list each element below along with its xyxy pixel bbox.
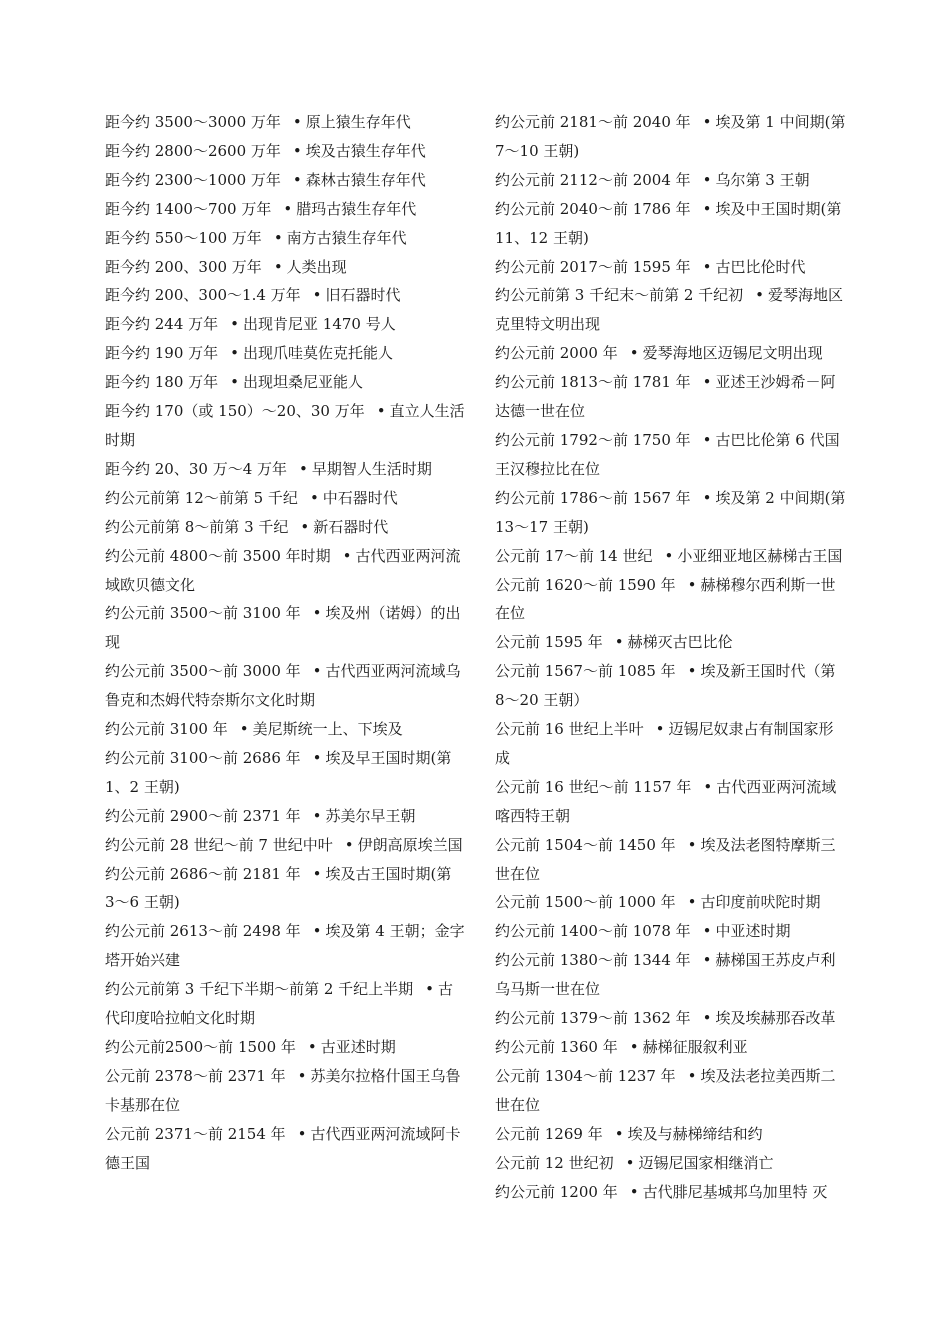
bullet-separator: • bbox=[312, 864, 322, 883]
bullet-separator: • bbox=[702, 373, 712, 392]
entry-event: 新石器时代 bbox=[313, 517, 389, 536]
bullet-separator: • bbox=[755, 286, 765, 305]
entry-event: 埃及法老图特摩斯三世在位 bbox=[495, 835, 836, 883]
bullet-separator: • bbox=[312, 748, 322, 767]
entry-date: 约公元前 1792～前 1750 年 bbox=[495, 430, 691, 449]
bullet-separator: • bbox=[614, 633, 624, 652]
entry-date: 距今约 190 万年 bbox=[105, 344, 219, 363]
bullet-separator: • bbox=[664, 546, 674, 565]
timeline-entry bbox=[495, 339, 847, 368]
entry-date: 约公元前 28 世纪～前 7 世纪中叶 bbox=[105, 835, 333, 854]
timeline-entry bbox=[105, 397, 465, 455]
timeline-entry bbox=[105, 108, 465, 137]
bullet-separator: • bbox=[297, 1066, 307, 1085]
entry-event: 埃及法老拉美西斯二世在位 bbox=[495, 1066, 836, 1114]
timeline-entry bbox=[495, 1004, 847, 1033]
entry-event: 赫梯穆尔西利斯一世在位 bbox=[495, 575, 836, 623]
timeline-column-left bbox=[105, 108, 465, 1178]
entry-event: 古印度前吠陀时期 bbox=[700, 893, 821, 912]
entry-event: 旧石器时代 bbox=[325, 286, 401, 305]
entry-date: 约公元前 1400～前 1078 年 bbox=[495, 922, 691, 941]
entry-event: 埃及古王国时期(第 3～6 王朝) bbox=[105, 864, 452, 912]
timeline-entry bbox=[105, 137, 465, 166]
bullet-separator: • bbox=[344, 835, 354, 854]
entry-date: 距今约 200、300 万年 bbox=[105, 257, 262, 276]
entry-event: 古巴比伦时代 bbox=[715, 257, 806, 276]
entry-event: 爱琴海地区克里特文明出现 bbox=[495, 286, 844, 334]
entry-event: 人类出现 bbox=[286, 257, 347, 276]
bullet-separator: • bbox=[312, 604, 322, 623]
timeline-entry bbox=[105, 744, 465, 802]
entry-event: 小亚细亚地区赫梯古王国 bbox=[677, 546, 843, 565]
entry-date: 公元前 1500～前 1000 年 bbox=[495, 893, 676, 912]
entry-date: 距今约 2300～1000 万年 bbox=[105, 170, 281, 189]
entry-date: 距今约 180 万年 bbox=[105, 373, 219, 392]
timeline-entry bbox=[105, 281, 465, 310]
bullet-separator: • bbox=[307, 1038, 317, 1056]
entry-date: 公元前 16 世纪～前 1157 年 bbox=[495, 777, 692, 796]
entry-date: 约公元前 2017～前 1595 年 bbox=[495, 257, 691, 276]
timeline-entry bbox=[495, 484, 847, 542]
timeline-entry bbox=[495, 1033, 847, 1062]
timeline-entry bbox=[105, 253, 465, 282]
bullet-separator: • bbox=[300, 517, 310, 536]
entry-date: 距今约 2800～2600 万年 bbox=[105, 141, 281, 160]
bullet-separator: • bbox=[687, 835, 697, 854]
timeline-entry bbox=[105, 310, 465, 339]
entry-date: 约公元前 2181～前 2040 年 bbox=[495, 113, 691, 131]
entry-date: 公元前 1304～前 1237 年 bbox=[495, 1066, 676, 1085]
entry-event: 赫梯灭古巴比伦 bbox=[627, 633, 733, 652]
timeline-entry bbox=[105, 1062, 465, 1120]
entry-date: 约公元前第 12～前第 5 千纪 bbox=[105, 488, 298, 507]
entry-event: 出现坦桑尼亚能人 bbox=[243, 373, 364, 392]
entry-event: 赫梯国王苏皮卢利乌马斯一世在位 bbox=[495, 951, 836, 999]
timeline-entry bbox=[495, 888, 847, 917]
entry-date: 约公元前 4800～前 3500 年时期 bbox=[105, 546, 331, 565]
timeline-entry bbox=[495, 108, 847, 166]
bullet-separator: • bbox=[702, 113, 712, 131]
entry-event: 亚述王沙姆希－阿达德一世在位 bbox=[495, 373, 836, 421]
entry-date: 公元前 16 世纪上半叶 bbox=[495, 720, 644, 739]
entry-event: 迈锡尼国家相继消亡 bbox=[638, 1153, 774, 1172]
timeline-entry bbox=[105, 831, 465, 860]
timeline-entry bbox=[495, 166, 847, 195]
entry-date: 约公元前 2686～前 2181 年 bbox=[105, 864, 301, 883]
timeline-entry bbox=[495, 657, 847, 715]
entry-date: 距今约 200、300～1.4 万年 bbox=[105, 286, 301, 305]
entry-date: 距今约 3500～3000 万年 bbox=[105, 113, 281, 131]
timeline-column-right bbox=[495, 108, 847, 1206]
entry-date: 约公元前 2112～前 2004 年 bbox=[495, 170, 691, 189]
entry-event: 早期智人生活时期 bbox=[311, 459, 432, 478]
entry-event: 苏美尔早王朝 bbox=[325, 806, 416, 825]
timeline-entry bbox=[495, 195, 847, 253]
timeline-entry bbox=[495, 946, 847, 1004]
bullet-separator: • bbox=[655, 720, 665, 739]
timeline-entry bbox=[495, 542, 847, 571]
bullet-separator: • bbox=[703, 777, 713, 796]
entry-date: 约公元前 1786～前 1567 年 bbox=[495, 488, 691, 507]
bullet-separator: • bbox=[312, 806, 322, 825]
bullet-separator: • bbox=[702, 430, 712, 449]
entry-date: 约公元前 3500～前 3100 年 bbox=[105, 604, 301, 623]
timeline-entry bbox=[105, 657, 465, 715]
entry-date: 约公元前第 3 千纪末～前第 2 千纪初 bbox=[495, 286, 744, 305]
bullet-separator: • bbox=[614, 1124, 624, 1143]
entry-date: 公元前 12 世纪初 bbox=[495, 1153, 614, 1172]
bullet-separator: • bbox=[292, 170, 302, 189]
entry-event: 埃及早王国时期(第 1、2 王朝) bbox=[105, 748, 452, 796]
entry-event: 伊朗高原埃兰国 bbox=[357, 835, 463, 854]
timeline-entry bbox=[495, 368, 847, 426]
entry-event: 出现爪哇莫佐克托能人 bbox=[243, 344, 394, 363]
entry-event: 中亚述时期 bbox=[715, 922, 791, 941]
bullet-separator: • bbox=[292, 141, 302, 160]
entry-date: 约公元前 1813～前 1781 年 bbox=[495, 373, 691, 392]
entry-event: 埃及第 1 中间期(第 7～10 王朝) bbox=[495, 113, 846, 160]
entry-event: 迈锡尼奴隶占有制国家形成 bbox=[495, 720, 834, 767]
entry-date: 约公元前 2000 年 bbox=[495, 344, 618, 363]
bullet-separator: • bbox=[283, 199, 293, 218]
bullet-separator: • bbox=[425, 980, 435, 999]
timeline-entry bbox=[105, 455, 465, 484]
bullet-separator: • bbox=[299, 459, 308, 478]
timeline-entry bbox=[495, 628, 847, 657]
entry-event: 苏美尔拉格什国王乌鲁卡基那在位 bbox=[105, 1066, 461, 1114]
bullet-separator: • bbox=[309, 488, 319, 507]
timeline-entry bbox=[105, 975, 465, 1033]
entry-date: 公元前 1269 年 bbox=[495, 1124, 603, 1143]
entry-event: 埃及古猿生存年代 bbox=[305, 141, 426, 160]
bullet-separator: • bbox=[625, 1153, 635, 1172]
entry-date: 距今约 244 万年 bbox=[105, 315, 219, 334]
entry-date: 公元前 1567～前 1085 年 bbox=[495, 662, 676, 681]
bullet-separator: • bbox=[230, 344, 240, 363]
timeline-entry bbox=[105, 1120, 465, 1178]
timeline-entry bbox=[495, 253, 847, 282]
entry-event: 出现肯尼亚 1470 号人 bbox=[243, 315, 396, 334]
timeline-entry bbox=[105, 542, 465, 600]
entry-date: 约公元前 2613～前 2498 年 bbox=[105, 922, 301, 941]
timeline-entry bbox=[105, 599, 465, 657]
entry-event: 埃及埃赫那吞改革 bbox=[715, 1009, 836, 1028]
entry-event: 直立人生活时期 bbox=[105, 402, 465, 449]
bullet-separator: • bbox=[629, 1182, 639, 1201]
timeline-entry bbox=[105, 368, 465, 397]
entry-event: 爱琴海地区迈锡尼文明出现 bbox=[642, 344, 823, 363]
bullet-separator: • bbox=[687, 662, 697, 681]
entry-event: 乌尔第 3 王朝 bbox=[715, 170, 810, 189]
timeline-entry bbox=[105, 860, 465, 918]
bullet-separator: • bbox=[629, 344, 639, 363]
entry-event: 埃及州（诺姆）的出现 bbox=[105, 604, 461, 652]
bullet-separator: • bbox=[312, 286, 322, 305]
bullet-separator: • bbox=[342, 546, 352, 565]
timeline-entry bbox=[105, 339, 465, 368]
bullet-separator: • bbox=[273, 257, 283, 276]
entry-event: 古巴比伦第 6 代国王汉穆拉比在位 bbox=[495, 430, 840, 478]
timeline-entry bbox=[495, 773, 847, 831]
timeline-entry bbox=[495, 1062, 847, 1120]
entry-date: 公元前 2378～前 2371 年 bbox=[105, 1066, 286, 1085]
entry-event: 埃及第 4 王朝；金字塔开始兴建 bbox=[105, 922, 465, 970]
timeline-entry bbox=[495, 831, 847, 889]
entry-event: 埃及与赫梯缔结和约 bbox=[627, 1124, 763, 1143]
bullet-separator: • bbox=[376, 402, 386, 421]
entry-date: 约公元前 1379～前 1362 年 bbox=[495, 1009, 691, 1028]
bullet-separator: • bbox=[702, 199, 712, 218]
entry-event: 赫梯征服叙利亚 bbox=[642, 1038, 748, 1056]
entry-event: 古代西亚两河流域乌鲁克和杰姆代特奈斯尔文化时期 bbox=[105, 662, 461, 710]
entry-event: 美尼斯统一上、下埃及 bbox=[252, 720, 403, 739]
entry-event: 埃及中王国时期(第 11、12 王朝) bbox=[495, 199, 842, 247]
bullet-separator: • bbox=[702, 257, 712, 276]
timeline-entry bbox=[105, 917, 465, 975]
entry-event: 埃及第 2 中间期(第 13～17 王朝) bbox=[495, 488, 846, 536]
timeline-entry bbox=[495, 571, 847, 629]
bullet-separator: • bbox=[239, 720, 249, 739]
entry-date: 约公元前2500～前 1500 年 bbox=[105, 1038, 296, 1056]
bullet-separator: • bbox=[702, 170, 712, 189]
timeline-entry bbox=[495, 715, 847, 773]
entry-date: 距今约 20、30 万～4 万年 bbox=[105, 459, 288, 478]
bullet-separator: • bbox=[687, 1066, 697, 1085]
entry-event: 埃及新王国时代（第 8～20 王朝） bbox=[495, 662, 836, 710]
bullet-separator: • bbox=[702, 488, 712, 507]
bullet-separator: • bbox=[702, 1009, 712, 1028]
timeline-entry bbox=[495, 1120, 847, 1149]
bullet-separator: • bbox=[629, 1038, 639, 1056]
bullet-separator: • bbox=[312, 662, 322, 681]
entry-date: 约公元前 3100 年 bbox=[105, 720, 228, 739]
entry-date: 约公元前 3100～前 2686 年 bbox=[105, 748, 301, 767]
bullet-separator: • bbox=[702, 951, 712, 970]
entry-date: 公元前 2371～前 2154 年 bbox=[105, 1124, 286, 1143]
bullet-separator: • bbox=[292, 113, 302, 131]
entry-date: 约公元前第 3 千纪下半期～前第 2 千纪上半期 bbox=[105, 980, 414, 999]
entry-date: 约公元前 1360 年 bbox=[495, 1038, 618, 1056]
entry-event: 古代西亚两河流域阿卡德王国 bbox=[105, 1124, 461, 1172]
entry-event: 古代印度哈拉帕文化时期 bbox=[105, 980, 454, 1028]
bullet-separator: • bbox=[230, 315, 240, 334]
entry-date: 公元前 1504～前 1450 年 bbox=[495, 835, 676, 854]
entry-event: 古代西亚两河流域喀西特王朝 bbox=[495, 777, 837, 825]
timeline-entry bbox=[495, 1149, 847, 1178]
timeline-entry bbox=[105, 1033, 465, 1062]
timeline-entry bbox=[105, 715, 465, 744]
timeline-entry bbox=[495, 281, 847, 339]
entry-date: 距今约 550～100 万年 bbox=[105, 228, 262, 247]
timeline-entry bbox=[105, 802, 465, 831]
bullet-separator: • bbox=[297, 1124, 307, 1143]
entry-date: 公元前 17～前 14 世纪 bbox=[495, 546, 653, 565]
timeline-entry bbox=[495, 917, 847, 946]
entry-date: 约公元前 2900～前 2371 年 bbox=[105, 806, 301, 825]
bullet-separator: • bbox=[702, 922, 712, 941]
entry-event: 原上猿生存年代 bbox=[305, 113, 411, 131]
entry-event: 古代西亚两河流域欧贝德文化 bbox=[105, 546, 461, 594]
entry-date: 公元前 1595 年 bbox=[495, 633, 603, 652]
entry-date: 约公元前 3500～前 3000 年 bbox=[105, 662, 301, 681]
timeline-entry bbox=[495, 1178, 847, 1207]
bullet-separator: • bbox=[273, 228, 283, 247]
entry-event: 古亚述时期 bbox=[320, 1038, 396, 1056]
bullet-separator: • bbox=[230, 373, 240, 392]
entry-date: 约公元前 1200 年 bbox=[495, 1182, 618, 1201]
entry-date: 约公元前第 8～前第 3 千纪 bbox=[105, 517, 289, 536]
timeline-entry bbox=[495, 426, 847, 484]
bullet-separator: • bbox=[312, 922, 322, 941]
entry-event: 森林古猿生存年代 bbox=[305, 170, 426, 189]
entry-event: 腊玛古猿生存年代 bbox=[296, 199, 417, 218]
timeline-entry bbox=[105, 224, 465, 253]
bullet-separator: • bbox=[687, 575, 697, 594]
entry-event: 中石器时代 bbox=[322, 488, 398, 507]
bullet-separator: • bbox=[687, 893, 697, 912]
timeline-entry bbox=[105, 166, 465, 195]
entry-event: 古代腓尼基城邦乌加里特 灭 bbox=[642, 1182, 828, 1201]
timeline-entry bbox=[105, 195, 465, 224]
entry-event: 南方古猿生存年代 bbox=[286, 228, 407, 247]
entry-date: 约公元前 1380～前 1344 年 bbox=[495, 951, 691, 970]
entry-date: 约公元前 2040～前 1786 年 bbox=[495, 199, 691, 218]
entry-date: 公元前 1620～前 1590 年 bbox=[495, 575, 676, 594]
timeline-entry bbox=[105, 513, 465, 542]
timeline-entry bbox=[105, 484, 465, 513]
entry-date: 距今约 170（或 150）～20、30 万年 bbox=[105, 402, 365, 421]
entry-date: 距今约 1400～700 万年 bbox=[105, 199, 272, 218]
